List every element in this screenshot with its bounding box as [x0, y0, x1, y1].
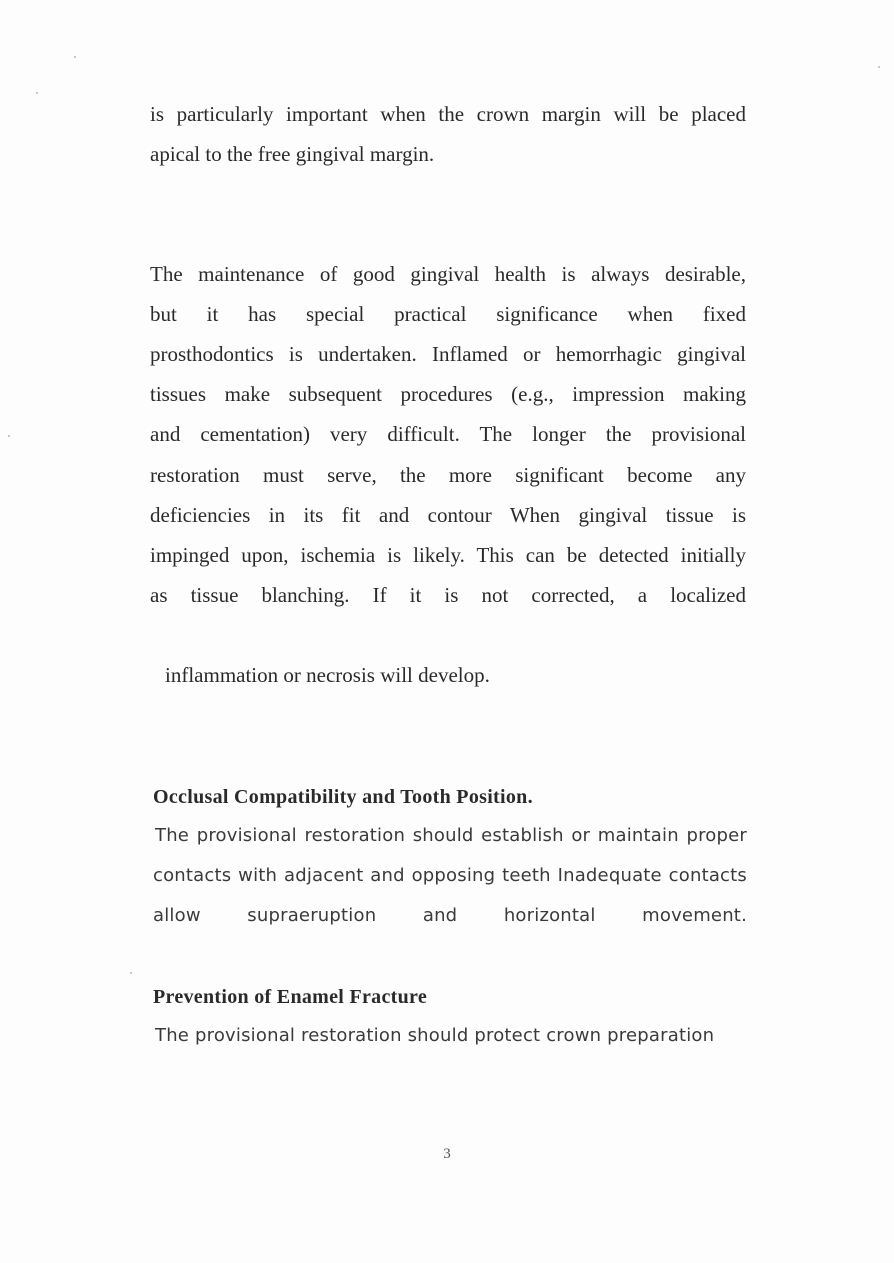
section-heading-occlusal: Occlusal Compatibility and Tooth Position. — [153, 786, 533, 808]
paragraph-line: deficiencies in its fit and contour When gingival tissue is — [150, 503, 746, 527]
paragraph-line: but it has special practical significance when fixed — [150, 302, 746, 326]
scan-speck — [130, 972, 132, 974]
intro-line: apical to the free gingival margin. — [150, 142, 435, 166]
occlusal-line: allow supraeruption and horizontal movement. — [153, 905, 747, 926]
occlusal-line: The provisional restoration should establish or maintain proper — [155, 825, 747, 846]
occlusal-line: contacts with adjacent and opposing teeth Inadequate contacts — [153, 865, 747, 886]
intro-line: is particularly important when the crown margin will be placed — [150, 102, 746, 126]
enamel-line: The provisional restoration should protect crown preparation — [155, 1025, 715, 1046]
paragraph-line: prosthodontics is undertaken. Inflamed or hemorrhagic gingival — [150, 342, 746, 366]
scan-speck — [74, 56, 76, 58]
paragraph-line: impinged upon, ischemia is likely. This can be detected initially — [150, 543, 746, 567]
paragraph-line: and cementation) very difficult. The longer the provisional — [150, 422, 746, 446]
paragraph-tail: inflammation or necrosis will develop. — [165, 663, 490, 687]
scan-speck — [8, 435, 10, 437]
paragraph-line: restoration must serve, the more significant become any — [150, 463, 746, 487]
scan-speck — [878, 66, 880, 68]
paragraph-line: The maintenance of good gingival health is always desirable, — [150, 262, 746, 286]
section-heading-enamel: Prevention of Enamel Fracture — [153, 986, 428, 1008]
scan-speck — [36, 92, 38, 94]
paragraph-line: tissues make subsequent procedures (e.g., impression making — [150, 382, 746, 406]
paragraph-line: as tissue blanching. If it is not corrected, a localized — [150, 583, 746, 607]
page-number: 3 — [443, 1146, 451, 1162]
